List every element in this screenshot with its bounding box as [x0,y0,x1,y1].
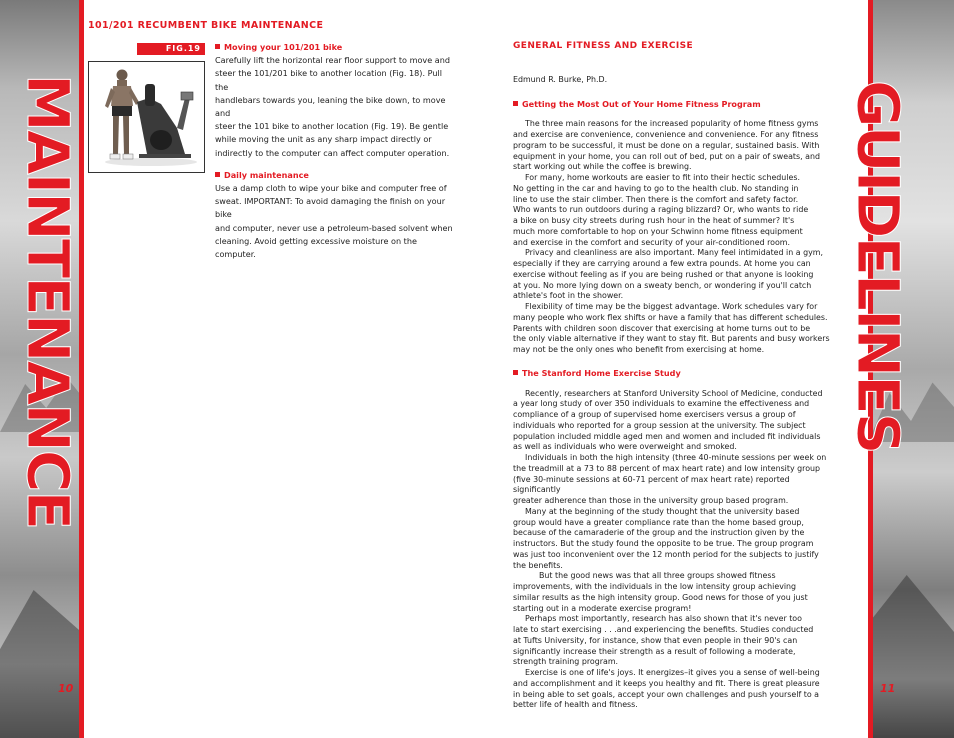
paragraph-line: cleaning. Avoid getting excessive moisture on the computer. [215,235,417,260]
paragraph-line: line to use the stair climber. Then there is the comfort and safety factor. [513,194,799,204]
article-section-1 [513,119,837,356]
paragraph-line: at Tufts University, for instance, show that even people in their 90's can [513,635,798,645]
paragraph-line: many people who work flex shifts or have a family that has different schedules. [513,312,828,322]
paragraph-line: Many at the beginning of the study thought that the university based [525,506,800,516]
paragraph-line: and exercise are convenience, convenience and convenience. For any fitness [513,130,819,139]
paragraph-line: steer the 101/201 bike to another location (Fig. 18). Pull the [215,68,442,92]
maintenance-side-title: MAINTENANCE [14,74,82,529]
paragraph-line: the only viable alternative if they want to stay fit. But parents and busy workers [513,334,830,344]
paragraph-line: For many, home workouts are easier to fit into their hectic schedules. [525,173,800,182]
paragraph-line: No getting in the car and having to go to the health club. No standing in [513,183,799,193]
right-page-text-column [513,41,837,711]
paragraph-line: Exercise is one of life's joys. It energizes–it gives you a sense of well-being [525,668,820,677]
paragraph-line: at you. No more lying down on a sweaty bench, or wondering if you'll catch [513,280,812,290]
paragraph-line: indirectly to the computer can affect computer operation. [215,147,450,158]
paragraph-line: and exercise in the comfort and security of your air-conditioned room. [513,237,791,247]
paragraph-line: was just too inconvenient over the 12 month period for the subjects to justify [513,549,819,559]
paragraph-line: athlete's foot in the shower. [513,291,624,301]
paragraph-line: significantly increase their strength as a result of following a moderate, [513,646,796,656]
paragraph-line: may not be the only ones who benefit from exercising at home. [513,345,765,354]
right-page-title: GENERAL FITNESS AND EXERCISE [513,41,694,51]
paragraph-line: better life of health and fitness. [513,700,638,710]
article-section-2 [513,389,837,712]
paragraph-line: similar results as the high intensity group. Good news for those of you just [513,592,808,602]
figure-19-image [88,61,205,173]
paragraph-line: population included middle aged men and women and included fit individuals [513,431,821,441]
paragraph-line: instructors. But the study found the opposite to be true. The group program [513,539,814,548]
section-heading-stanford-study: The Stanford Home Exercise Study [513,368,837,379]
paragraph-line: group would have a greater compliance rate than the home based group, [513,517,804,527]
guidelines-side-title: GUIDELINES [844,80,912,453]
paragraph-line: while moving the unit as any sharp impact directly or [215,134,432,145]
paragraph-line: But the good news was that all three groups showed fitness [539,571,776,581]
left-page-title: 101/201 RECUMBENT BIKE MAINTENANCE [88,20,324,31]
paragraph-line: compliance of a group of supervised home exercisers versus a group of [513,410,796,419]
paragraph-line: start working out while the coffee is brewing. [513,162,692,172]
paragraph-line: and computer, never use a petroleum-based solvent when [215,222,453,233]
paragraph-line: greater adherence than those in the university group based program. [513,496,789,505]
left-page-text-column [215,41,455,261]
section-heading-moving: Moving your 101/201 bike [215,41,455,54]
paragraph-line: much more comfortable to hop on your Schwinn home fitness equipment [513,226,803,236]
paragraph-line: handlebars towards you, leaning the bike down, to move and [215,94,446,119]
paragraph-line: Perhaps most importantly, research has also shown that it's never too [525,614,802,624]
paragraph-line: individuals who reported for a group session at the university. The subject [513,420,806,430]
bullet-square-icon [513,101,518,106]
paragraph-line: late to start exercising . . .and experiencing the benefits. Studies conducted [513,625,814,634]
paragraph-line: starting out in a moderate exercise program! [513,603,692,613]
section-heading-daily-maintenance: Daily maintenance [215,169,455,182]
paragraph-line: because of the camaraderie of the group and the instruction given by the [513,528,805,538]
page-number-left: 10 [58,682,74,695]
paragraph-line: program to be successful, it must be done on a regular, sustained basis. With [513,140,820,150]
paragraph-line: Individuals in both the high intensity (three 40-minute sessions per week on [525,453,827,462]
author-line: Edmund R. Burke, Ph.D. [513,74,608,84]
section-heading-home-fitness: Getting the Most Out of Your Home Fitness Program [513,99,837,110]
paragraph-line: Flexibility of time may be the biggest advantage. Work schedules vary for [525,302,818,311]
paragraph-line: in being able to set goals, accept your own challenges and push yourself to a [513,689,820,699]
paragraph-line: Parents with children soon discover that exercising at home turns out to be [513,323,811,333]
bullet-square-icon [215,44,220,49]
paragraph-line: as well as individuals who were overweight and smoked. [513,442,737,452]
paragraph-line: improvements, with the individuals in the low intensity group achieving [513,582,797,591]
paragraph-line: Privacy and cleanliness are also important. Many feel intimidated in a gym, [525,248,823,258]
bullet-square-icon [513,370,518,375]
paragraph-line: equipment in your home, you can roll out of bed, put on a pair of sweats, and [513,151,820,161]
page-number-right: 11 [880,682,896,695]
paragraph-line: sweat. IMPORTANT: To avoid damaging the finish on your bike [215,196,446,220]
figure-tag: FIG.19 [137,43,205,55]
paragraph-line: a bike on busy city streets during rush hour in the heat of summer? It's [513,216,795,225]
paragraph-line: the treadmill at a 73 to 88 percent of max heart rate) and low intensity group [513,463,821,473]
paragraph-line: Use a damp cloth to wipe your bike and computer free of [215,183,447,194]
paragraph-line: Who wants to run outdoors during a raging blizzard? Or, who wants to ride [513,205,809,215]
paragraph-line: strength training program. [513,657,619,667]
paragraph-line: exercise without feeling as if you are being rushed or that anyone is looking [513,269,814,279]
paragraph-line: a year long study of over 350 individuals to examine the effectiveness and [513,399,810,409]
paragraph-line: and accomplishment and it keeps you healthy and fit. There is great pleasure [513,678,820,688]
paragraph-line: Recently, researchers at Stanford University School of Medicine, conducted [525,388,823,398]
man-with-recumbent-bike-illustration [89,62,205,173]
paragraph-line: steer the 101 bike to another location (Fig. 19). Be gentle [215,121,449,132]
bullet-square-icon [215,172,220,177]
paragraph-line: (five 30-minute sessions at 60-71 percent of max heart rate) reported significantly [513,474,790,495]
paragraph-line: the benefits. [513,560,563,570]
paragraph-line: Carefully lift the horizontal rear floor support to move and [215,55,450,66]
paragraph-line: The three main reasons for the increased popularity of home fitness gyms [525,119,819,129]
paragraph-line: especially if they are carrying around a few extra pounds. At home you can [513,259,811,268]
